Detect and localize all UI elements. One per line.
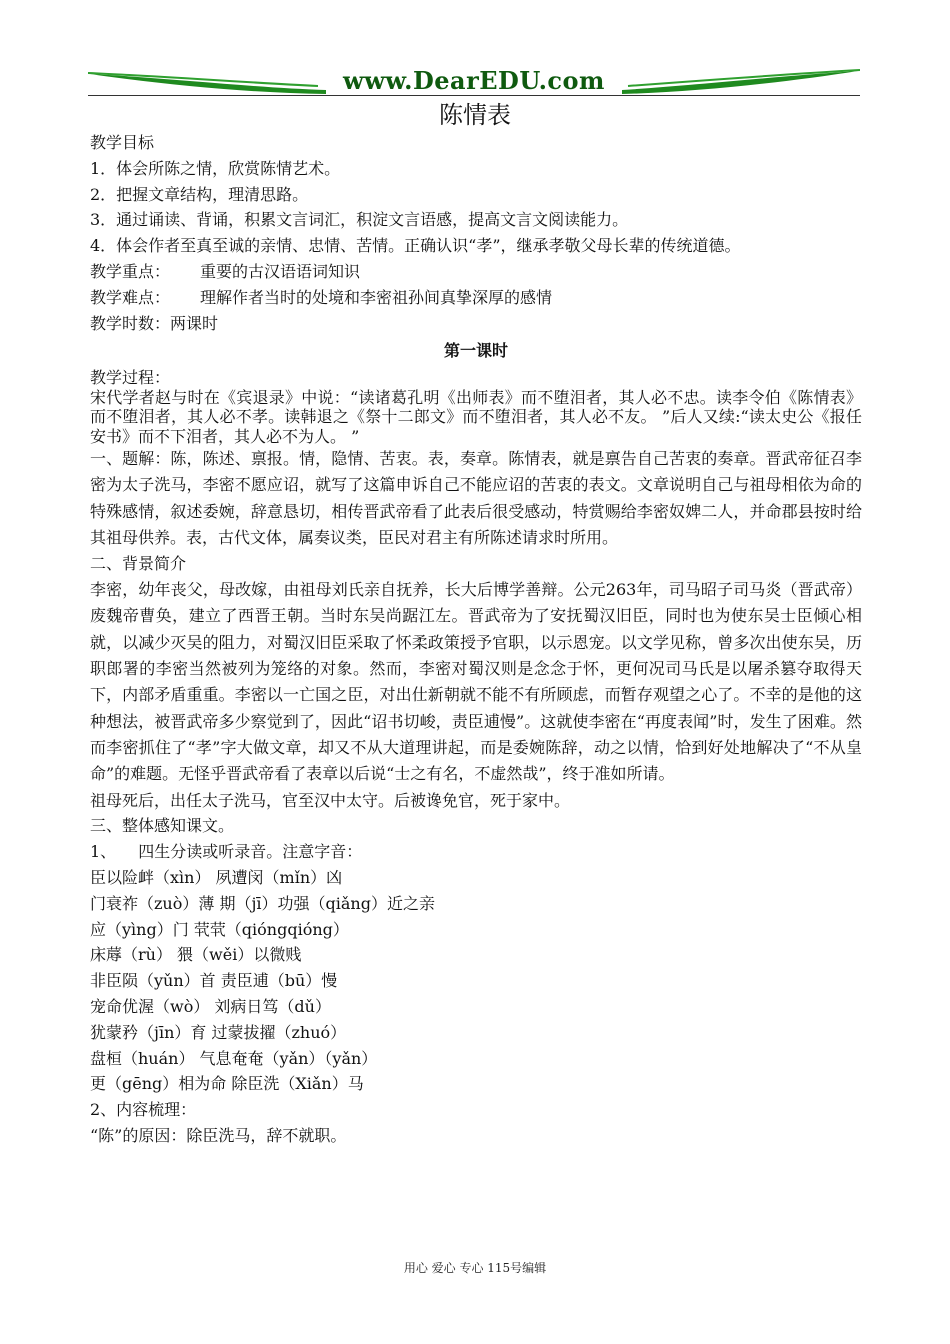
section-background-continued: 祖母死后，出任太子洗马，官至汉中太守。后被谗免官，死于家中。 (90, 790, 571, 810)
overview-item-2: 2、内容梳理： (90, 1100, 197, 1120)
pronunciation-line: 更（gēng）相为命 除臣洗（Xiǎn）马 (90, 1074, 364, 1094)
difficulty-label: 教学难点： (90, 287, 171, 307)
section-background: 李密，幼年丧父，母改嫁，由祖母刘氏亲自抚养，长大后博学善辩。公元263年，司马昭子司马炎（晋武帝）废魏帝曹奂，建立了西晋王朝。当时东吴尚踞江左。晋武帝为了安抚蜀汉旧臣，同时也为使东吴士臣倾心相就，以减少灭吴的阻力，对蜀汉旧臣采取了怀柔政策授予官职，以示恩宠。以文学见称，曾多次出使东吴，历职郎署的李密当然被列为笼络的对象。然而，李密对蜀汉则是念念于怀，更何况司马氏是以屠杀篡夺取得天下，内部矛盾重重。李密以一亡国之臣，对出仕新朝就不能不有所顾虑，而暂存观望之心了。不幸的是他的这种想法，被晋武帝多少察觉到了，因此“诏书切峻，责臣逋慢”。这就使李密在“再度表闻”时，发生了困难。然而李密抓住了“孝”字大做文章，却又不从大道理讲起，而是委婉陈辞，动之以情，恰到好处地解决了“不从皇命”的难题。无怪乎晋武帝看了表章以后说“士之有名，不虚然哉”，终于准如所请。 (90, 580, 862, 784)
reason-line: “陈”的原因：除臣洗马，辞不就职。 (90, 1125, 347, 1145)
section-overview-heading: 三、整体感知课文。 (90, 816, 235, 836)
pronunciation-line: 床蓐（rù） 猥（wěi）以微贱 (90, 945, 302, 965)
document-body (90, 130, 862, 1149)
pronunciation-line: 盘桓（huán） 气息奄奄（yǎn）（yǎn） (90, 1048, 378, 1068)
keypoint-text: 重要的古汉语语词知识 (200, 261, 361, 281)
goal-item: 3．通过诵读、背诵，积累文言词汇，积淀文言语感，提高文言文阅读能力。 (90, 210, 629, 230)
pronunciation-line: 宠命优渥（wò） 刘病日笃（dǔ） (90, 996, 331, 1016)
page-footer: 用心 爱心 专心 115号编辑 (403, 1261, 547, 1275)
item-text: 四生分读或听录音。注意字音： (138, 842, 363, 862)
section-title-explanation: 一、题解：陈，陈述、禀报。情，隐情、苦衷。表，奏章。陈情表，就是禀告自己苦衷的奏章。晋武帝征召李密为太子洗马，李密不愿应诏，就写了这篇申诉自己不能应诏的苦衷的表文。文章说明自己与祖母相依为命的特殊感情，叙述委婉，辞意恳切，相传晋武帝看了此表后很受感动，特赏赐给李密奴婢二人，并命郡县按时给其祖母供养。表，古代文体，属奏议类，臣民对君主有所陈述请求时所用。 (90, 449, 862, 548)
lesson-heading: 第一课时 (443, 341, 508, 361)
header-divider (88, 95, 860, 96)
pronunciation-line: 非臣陨（yǔn）首 责臣逋（bū）慢 (90, 971, 338, 991)
keypoint-label: 教学重点： (90, 261, 171, 281)
goal-item: 4．体会作者至真至诚的亲情、忠情、苦情。正确认识“孝”，继承孝敬父母长辈的传统道德。 (90, 236, 741, 256)
pronunciation-line: 门衰祚（zuò）薄 期（jī）功强（qiǎng）近之亲 (90, 893, 435, 913)
pronunciation-line: 臣以险衅（xìn） 夙遭闵（mǐn）凶 (90, 867, 343, 887)
keypoint-row (90, 259, 862, 285)
difficulty-row (90, 285, 862, 311)
intro-paragraph: 宋代学者赵与时在《宾退录》中说：“读诸葛孔明《出师表》而不堕泪者，其人必不忠。读李令伯《陈情表》而不堕泪者，其人必不孝。读韩退之《祭十二郎文》而不堕泪者，其人必不友。 ”后人又续:“读太史公《报任安书》而不下泪者，其人必不为人。 ” (90, 387, 862, 446)
section-background-heading: 二、背景简介 (90, 554, 187, 574)
difficulty-text: 理解作者当时的处境和李密祖孙间真挚深厚的感情 (200, 287, 553, 307)
page-title: 陈情表 (439, 101, 511, 129)
teaching-hours: 教学时数：两课时 (90, 313, 219, 333)
goal-item: 2．把握文章结构，理清思路。 (90, 184, 309, 204)
goal-item: 1．体会所陈之情，欣赏陈情艺术。 (90, 158, 341, 178)
goals-heading: 教学目标 (90, 133, 155, 152)
item-number: 1、 (90, 842, 117, 862)
process-heading: 教学过程： (90, 368, 171, 388)
pronunciation-line: 应（yìng）门 茕茕（qióngqióng） (90, 919, 349, 939)
overview-item-1 (90, 839, 862, 865)
site-logo[interactable]: www.DearEDU.com (343, 66, 605, 95)
pronunciation-line: 犹蒙矜（jīn）育 过蒙拔擢（zhuó） (90, 1022, 347, 1042)
